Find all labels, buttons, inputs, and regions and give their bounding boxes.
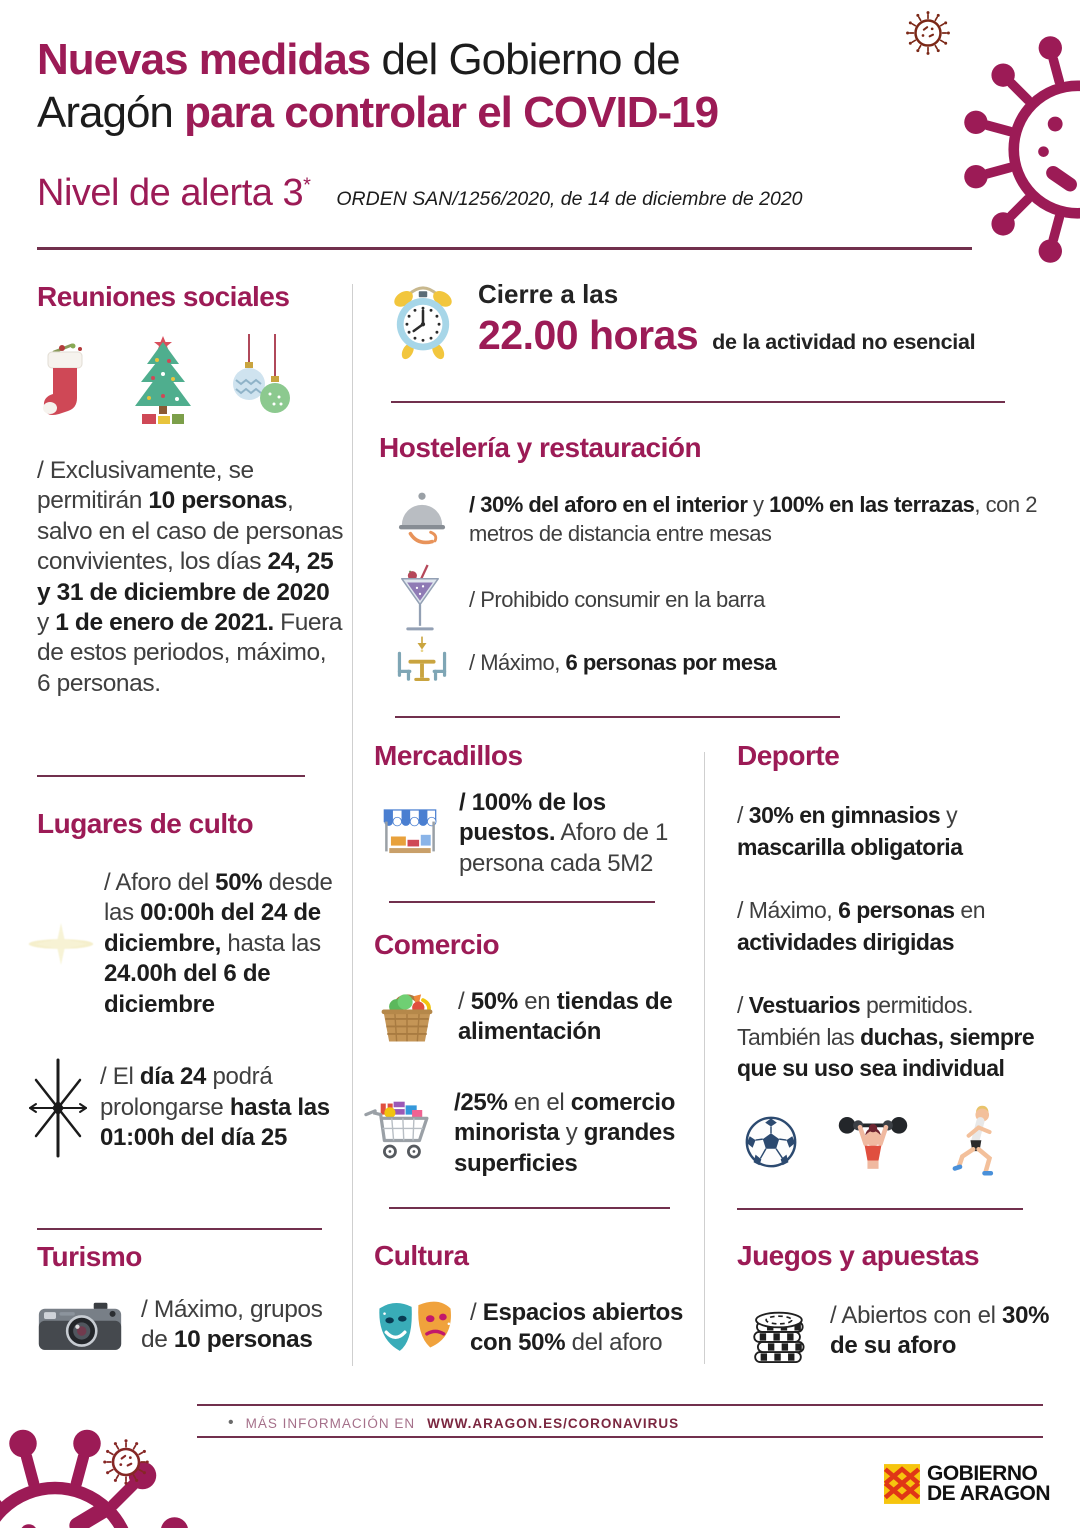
hosteleria-item-2 — [397, 562, 1029, 638]
culto-item-2 — [26, 1058, 350, 1158]
soccer-ball-icon — [742, 1113, 800, 1171]
hosteleria-text-2: / Prohibido consumir en la barra — [469, 586, 765, 612]
section-title-juegos: Juegos y apuestas — [737, 1240, 980, 1271]
hosteleria-item-1 — [393, 489, 1069, 551]
theater-masks-icon — [374, 1295, 456, 1361]
turismo-item — [37, 1295, 346, 1356]
comercio-item-1 — [374, 985, 703, 1049]
cierre-prefix: Cierre a las — [478, 279, 619, 309]
section-title-deporte: Deporte — [737, 740, 840, 771]
baubles-icon — [232, 334, 292, 428]
deporte-icons-row — [742, 1103, 1004, 1181]
market-stall-icon — [381, 805, 439, 863]
mercadillos-item — [381, 788, 694, 879]
divider — [37, 775, 305, 777]
hosteleria-item-3 — [393, 635, 1029, 691]
cierre-time: 22.00 horas — [478, 312, 699, 358]
culto-text-1: / Aforo del 50% desde las 00:00h del 24 de diciembre, hasta las 24.00h del 6 de diciembre — [104, 869, 333, 1018]
hosteleria-text-1: / 30% del aforo en el interior y 100% en las terrazas, con 2 metros de distancia entre mesas — [469, 492, 1037, 546]
divider — [737, 1208, 1023, 1210]
deporte-text-1: / 30% en gimnasios y mascarilla obligatoria — [737, 802, 963, 860]
alert-asterisk: * — [303, 174, 311, 197]
cultura-text: / Espacios abiertos con 50% del aforo — [470, 1298, 684, 1356]
title-rest-1: del Gobierno de — [370, 35, 680, 84]
vertical-divider — [704, 752, 705, 1364]
culto-item-1 — [26, 868, 352, 1020]
deporte-text-3: / Vestuarios permitidos. También las duchas, siempre que su uso sea individual — [737, 992, 1035, 1082]
juegos-item — [746, 1295, 1060, 1367]
logo-text: GOBIERNO DE ARAGON — [927, 1462, 1051, 1505]
divider — [391, 401, 1005, 403]
alarm-clock-icon — [385, 276, 461, 364]
poker-chips-icon — [746, 1295, 810, 1367]
comercio-text-2: /25% en el comercio minorista y grandes superficies — [454, 1089, 676, 1177]
footer-divider-top — [197, 1404, 1043, 1406]
virus-icon — [950, 22, 1080, 277]
section-title-reuniones: Reuniones sociales — [37, 281, 290, 312]
cierre-suffix: de la actividad no esencial — [712, 330, 976, 354]
vertical-divider — [352, 284, 353, 1366]
section-title-hosteleria: Hostelería y restauración — [379, 432, 702, 463]
shopping-cart-icon — [362, 1098, 440, 1170]
footer-info-url: WWW.ARAGON.ES/CORONAVIRUS — [427, 1415, 680, 1431]
title-rest-2: Aragón — [37, 87, 185, 137]
comercio-item-2 — [362, 1088, 699, 1179]
table-chairs-icon — [393, 635, 451, 691]
section-title-turismo: Turismo — [37, 1241, 142, 1272]
section-title-cultura: Cultura — [374, 1240, 469, 1271]
aragon-flag-icon — [884, 1464, 920, 1504]
order-reference: ORDEN SAN/1256/2020, de 14 de diciembre de 2020 — [336, 188, 803, 210]
cloche-icon — [393, 489, 451, 551]
footer-info-text: MÁS INFORMACIÓN EN — [245, 1415, 416, 1431]
bullet-icon: • — [228, 1414, 234, 1431]
divider — [389, 1207, 670, 1209]
virus-outline-icon — [100, 1436, 152, 1488]
divider — [395, 716, 840, 718]
section-title-mercadillos: Mercadillos — [374, 740, 523, 771]
page-title — [37, 34, 718, 140]
culto-text-2: / El día 24 podrá prolongarse hasta las 01:00h del día 25 — [100, 1063, 330, 1152]
camera-icon — [37, 1295, 123, 1355]
cultura-item — [374, 1295, 720, 1361]
turismo-text: / Máximo, grupos de 10 personas — [141, 1296, 323, 1354]
alert-row — [37, 172, 803, 215]
mercadillos-text: / 100% de los puestos. Aforo de 1 persona cada 5M2 — [459, 789, 669, 877]
alert-level: Nivel de alerta 3* — [37, 172, 311, 214]
section-title-culto: Lugares de culto — [37, 808, 254, 839]
grocery-basket-icon — [374, 985, 440, 1049]
title-accent-2: para controlar el COVID-19 — [184, 87, 719, 137]
deporte-text-2: / Máximo, 6 personas en actividades dirigidas — [737, 897, 986, 955]
christmas-tree-icon — [129, 334, 197, 428]
footer-info — [228, 1411, 679, 1435]
juegos-text: / Abiertos con el 30% de su aforo — [830, 1301, 1050, 1359]
footer-divider-bottom — [197, 1436, 1043, 1438]
title-accent-1: Nuevas medidas — [37, 35, 371, 84]
runner-icon — [946, 1103, 1004, 1181]
weightlifter-icon — [834, 1105, 912, 1179]
reuniones-body: / Exclusivamente, se permitirán 10 personas, salvo en el caso de personas convivientes, los días 24, 25 y 31 de diciembre de 2020 y 1 de enero de 2021. Fuera de estos periodos, máximo, 6 personas. — [37, 457, 344, 697]
divider — [389, 901, 655, 903]
divider — [37, 1228, 322, 1230]
header-divider — [37, 247, 972, 250]
hosteleria-text-3: / Máximo, 6 personas por mesa — [469, 649, 777, 675]
cierre-block — [478, 279, 975, 359]
christmas-icons-row — [40, 334, 292, 428]
section-title-comercio: Comercio — [374, 929, 500, 960]
virus-outline-icon — [903, 8, 953, 58]
stocking-icon — [40, 340, 94, 428]
gobierno-aragon-logo — [884, 1464, 1050, 1504]
comercio-text-1: / 50% en tiendas de alimentación — [458, 987, 673, 1045]
star-glow-icon — [26, 915, 96, 973]
sparkle-star-icon — [26, 1058, 90, 1158]
cocktail-icon — [397, 562, 443, 638]
